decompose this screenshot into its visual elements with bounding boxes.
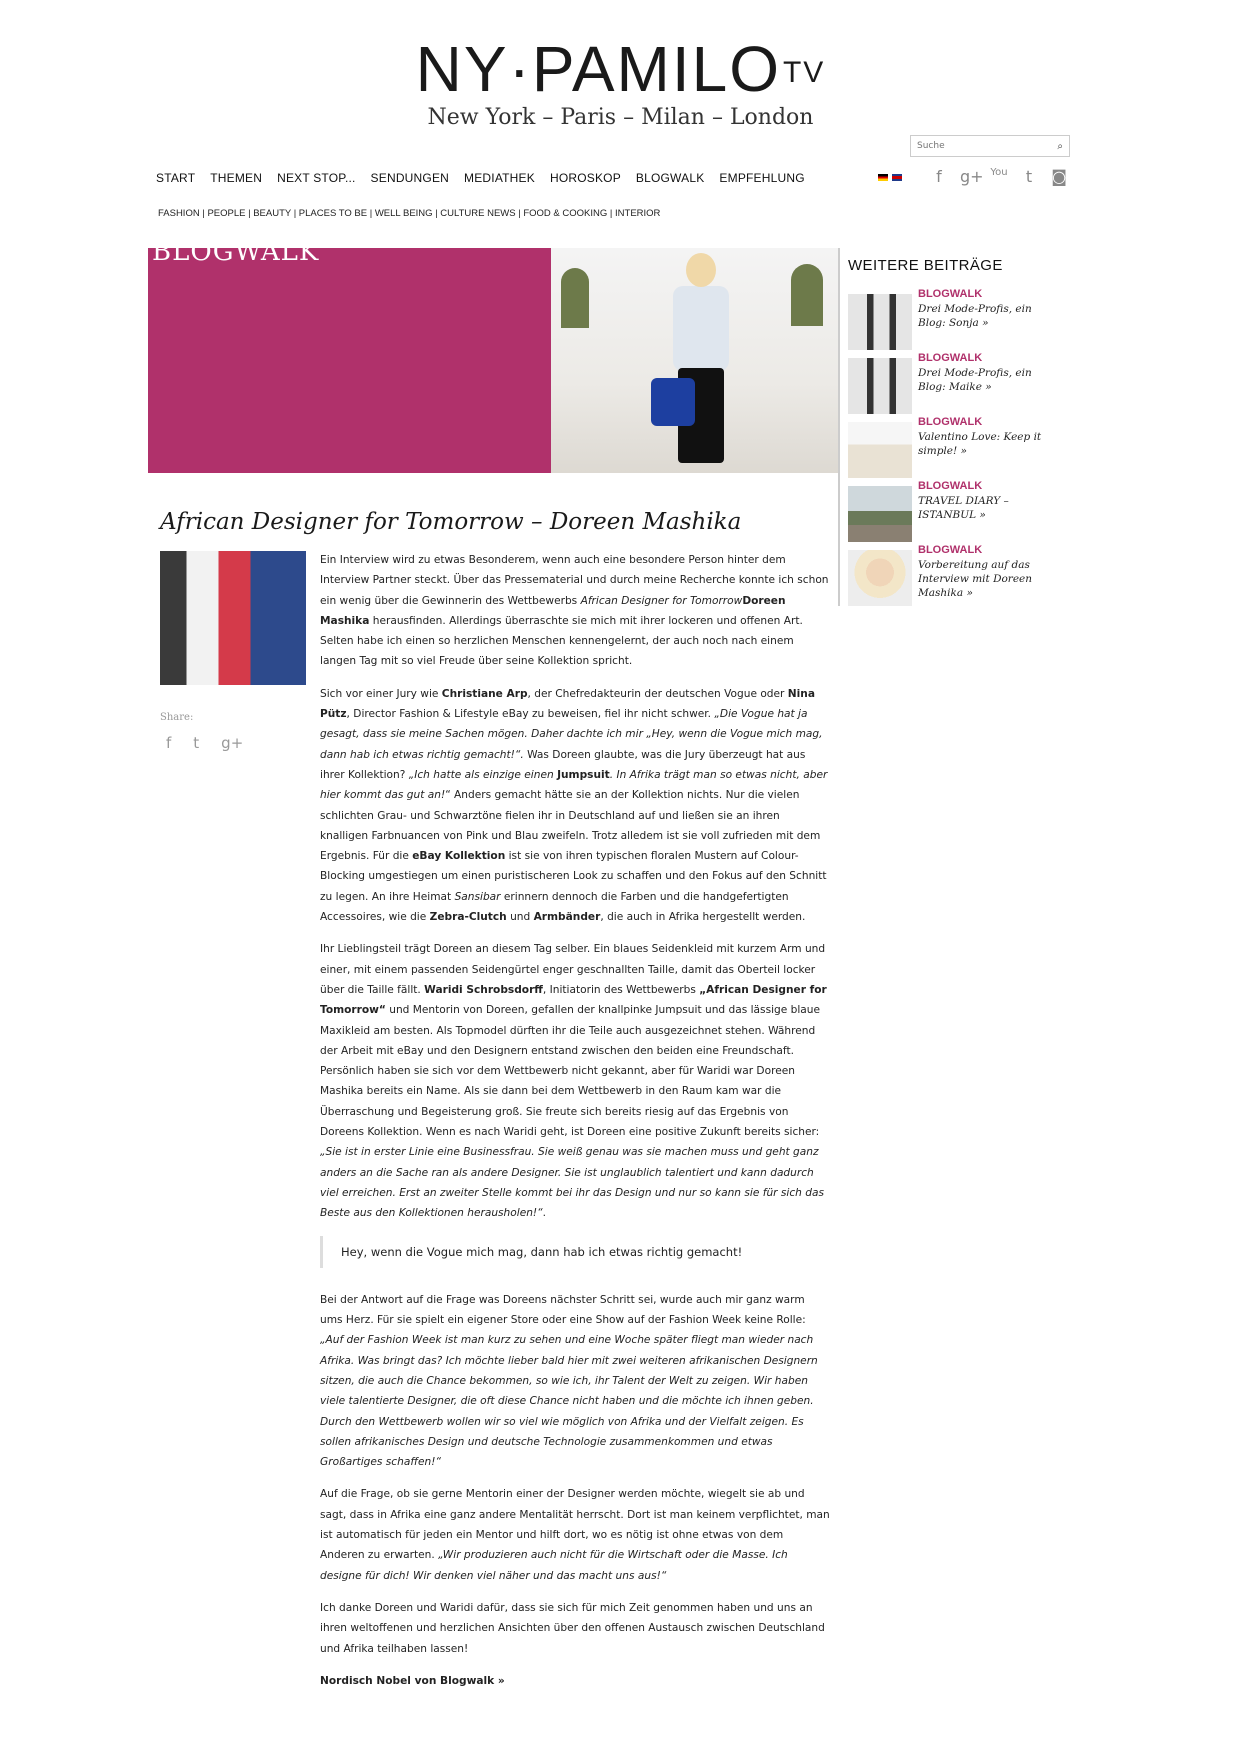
hedge-shape (561, 268, 589, 328)
article-paragraph: Ein Interview wird zu etwas Besonderem, wenn auch eine besondere Person hinter dem Interview Partner steckt. Über das Pressematerial und durch meine Recherche konnte ich schon ein wenig über die Gewinnerin des Wettbewerbs African Designer for TomorrowDoreen Mashika herausfinden. Allerdings überraschte sie mich mit ihrer lockeren und offenen Art. Selten habe ich einen so herzlichen Menschen kennengelernt, der auch noch nach einem langen Tag mit so viel Freude über seine Kollektion spricht. (320, 554, 829, 668)
figure-bag (651, 378, 695, 426)
main-nav (156, 171, 820, 185)
sidebar-post-thumbnail[interactable] (848, 358, 912, 414)
nav-mediathek[interactable]: MEDIATHEK (464, 171, 535, 185)
hero-banner (148, 237, 838, 473)
article-paragraph: Bei der Antwort auf die Frage was Doreens nächster Schritt sei, wurde auch mir ganz warm ums Herz. Für sie spielt ein eigener Store oder eine Show auf der Fashion Week keine Rolle: „Auf der Fashion Week ist man kurz zu sehen und eine Woche später fliegt man wieder nach Afrika. Was bringt das? Ich möchte lieber bald hier mit zwei weiteren afrikanischen Designern sitzen, die auch die Chance bekommen, so wie ich, ihr Talent der Welt zu zeigen. Wir haben viele talentierte Designer, die oft diese Chance nicht haben und die möchte ich ihnen geben. Durch den Wettbewerb wollen wir so viel wie möglich von Afrika und der Vielfalt zeigen. Es sollen afrikanisches Design und deutsche Technologie zusammenkommen und etwas Großartiges schaffen!“ (320, 1293, 818, 1469)
sidebar-post-thumbnail[interactable] (848, 486, 912, 542)
article-paragraph: Auf die Frage, ob sie gerne Mentorin einer der Designer werden möchte, wiegelt sie ab und sagt, dass in Afrika eine ganz andere Mentalität herrscht. Dort ist man keinem verpflichtet, man ist automatisch für jeden ein Mentor und hilft dort, wo es nötig ist ohne etwas von dem Anderen zu erwarten. „Wir produzieren auch nicht für die Wirtschaft oder die Masse. Ich designe für dich! Wir denken viel näher und das macht uns aus!“ (320, 1488, 830, 1582)
sidebar-post-thumbnail[interactable] (848, 294, 912, 350)
facebook-icon[interactable]: f (166, 734, 172, 752)
figure-head (686, 253, 716, 287)
article-paragraph: Sich vor einer Jury wie Christiane Arp, der Chefredakteurin der deutschen Vogue oder Nina Pütz, Director Fashion & Lifestyle eBay zu beweisen, fiel ihr nicht schwer. „Die Vogue hat ja gesagt, dass sie meine Sachen mögen. Daher dachte ich mir „Hey, wenn die Vogue mich mag, dann hab ich etwas richtig gemacht!“. Was Doreen glaubte, was die Jury überzeugt hat aus ihrer Kollektion? „Ich hatte als einzige einen Jumpsuit. In Afrika trägt man so etwas nicht, aber hier kommt das gut an!“ Anders gemacht hätte sie an der Kollektion nichts. Nur die vielen schlichten Grau- und Schwarztöne fielen ihr in Deutschland auf und ließen sie an ihren knalligen Farbnuancen von Pink und Blau zweifeln. Trotz alledem ist sie voll zufrieden mit dem Ergebnis. Für die eBay Kollektion ist sie von ihren typischen floralen Mustern auf Colour-Blocking umgestiegen um einen puristischeren Look zu schaffen und den Fokus auf den Schnitt zu legen. An ihre Heimat Sansibar erinnern dennoch die Farben und die handgefertigten Accessoires, wie die Zebra-Clutch und Armbänder, die auch in Afrika hergestellt werden. (320, 687, 828, 924)
instagram-icon[interactable]: ◙ (1051, 167, 1067, 186)
hero-photo (551, 248, 838, 473)
twitter-icon[interactable]: t (193, 734, 200, 752)
google-plus-icon[interactable]: g+ (960, 167, 984, 186)
twitter-icon[interactable]: t (1025, 167, 1033, 186)
article-body (320, 550, 830, 1703)
nav-sendungen[interactable]: SENDUNGEN (370, 171, 450, 185)
sidebar-post[interactable] (848, 352, 1058, 412)
sidebar-post-category[interactable]: BLOGWALK (918, 544, 983, 556)
search-box (910, 135, 1070, 157)
sidebar-post-title[interactable]: Vorbereitung auf das Interview mit Doreen Mashika » (918, 559, 1033, 599)
nav-empfehlung[interactable]: EMPFEHLUNG (719, 171, 805, 185)
article-paragraph: Ich danke Doreen und Waridi dafür, dass sie sich für mich Zeit genommen haben und uns an ihren weltoffenen und herzlichen Ansichten über den offenen Austausch zwischen Deutschland und Afrika teilhaben lassen! (320, 1601, 825, 1655)
article-title: African Designer for Tomorrow – Doreen Mashika (160, 509, 742, 535)
sidebar-title: WEITERE BEITRÄGE (848, 257, 1003, 274)
sidebar-post[interactable] (848, 288, 1058, 348)
sidebar-post-title[interactable]: Drei Mode-Profis, ein Blog: Maike » (918, 367, 1032, 393)
nav-start[interactable]: START (156, 171, 196, 185)
nav-blogwalk[interactable]: BLOGWALK (635, 171, 705, 185)
facebook-icon[interactable]: f (936, 167, 942, 186)
social-links (930, 167, 1068, 186)
sidebar-post[interactable] (848, 544, 1058, 604)
share-buttons (166, 734, 243, 752)
sidebar-post-category[interactable]: BLOGWALK (918, 352, 983, 364)
german-flag-icon[interactable] (878, 174, 888, 181)
article-photo (160, 551, 306, 685)
figure-body (673, 286, 729, 371)
sidebar-post-category[interactable]: BLOGWALK (918, 288, 983, 300)
sidebar-post-category[interactable]: BLOGWALK (918, 480, 983, 492)
google-plus-icon[interactable]: g+ (221, 734, 244, 752)
sidebar-post[interactable] (848, 416, 1058, 476)
sidebar-post-thumbnail[interactable] (848, 422, 912, 478)
sidebar-post-category[interactable]: BLOGWALK (918, 416, 983, 428)
sidebar-post-title[interactable]: TRAVEL DIARY – ISTANBUL » (918, 495, 1009, 521)
logo-text: NY·PAMILO (415, 33, 781, 105)
youtube-icon[interactable]: You (990, 167, 1008, 178)
language-switch (878, 174, 902, 181)
sidebar-post[interactable] (848, 480, 1058, 540)
sidebar-post-title[interactable]: Drei Mode-Profis, ein Blog: Sonja » (918, 303, 1032, 329)
share-label: Share: (160, 712, 194, 723)
english-flag-icon[interactable] (892, 174, 902, 181)
hero-label: BLOGWALK (152, 237, 320, 267)
search-input[interactable] (917, 141, 1037, 151)
sidebar-post-thumbnail[interactable] (848, 550, 912, 606)
article-blockquote: Hey, wenn die Vogue mich mag, dann hab ich etwas richtig gemacht! (320, 1236, 830, 1268)
sidebar-post-title[interactable]: Valentino Love: Keep it simple! » (918, 431, 1042, 457)
nav-horoskop[interactable]: HOROSKOP (549, 171, 621, 185)
read-more-link[interactable]: Nordisch Nobel von Blogwalk » (320, 1674, 505, 1687)
hedge-shape (791, 264, 823, 326)
logo-tv: TV (782, 56, 826, 89)
sub-nav[interactable]: FASHION | PEOPLE | BEAUTY | PLACES TO BE | WELL BEING | CULTURE NEWS | FOOD & COOKING | INTERIOR (158, 208, 661, 219)
nav-next-stop[interactable]: NEXT STOP... (277, 171, 356, 185)
hero-color-panel (148, 237, 551, 473)
article-paragraph: Ihr Lieblingsteil trägt Doreen an diesem Tag selber. Ein blaues Seidenkleid mit kurzem Arm und einer, mit einem passenden Seidengürtel enger geschnallten Taille, damit das Oberteil locker über die Taille fällt. Waridi Schrobsdorff, Initiatorin des Wettbewerbs „African Designer for Tomorrow“ und Mentorin von Doreen, gefallen der knallpinke Jumpsuit und das lässige blaue Maxikleid am besten. Als Topmodel dürften ihr die Teile auch ausgezeichnet stehen. Während der Arbeit mit eBay und den Designern entstand zwischen den beiden eine Freundschaft. Persönlich haben sie sich vor dem Wettbewerb nicht gekannt, aber für Waridi war Doreen Mashika bereits ein Name. Als sie dann bei dem Wettbewerb in den Raum kam war die Überraschung und Begeisterung groß. Sie freute sich bereits riesig auf das Ergebnis von Doreens Kollektion. Wenn es nach Waridi geht, ist Doreen eine positive Zukunft bereits sicher: „Sie ist in erster Linie eine Businessfrau. Sie weiß genau was sie machen muss und geht ganz anders an die Sache ran als andere Designer. Sie ist unglaublich talentiert und kann dadurch viel erreichen. Erst an zweiter Stelle kommt bei ihr das Design und nur so kann sie für sich das Beste aus den Kollektionen herausholen!“. (320, 943, 827, 1220)
search-icon[interactable]: ⌕ (1057, 140, 1063, 152)
site-tagline: New York – Paris – Milan – London (427, 105, 814, 130)
sidebar-divider (838, 248, 840, 606)
nav-themen[interactable]: THEMEN (210, 171, 263, 185)
site-logo[interactable] (0, 34, 1241, 104)
